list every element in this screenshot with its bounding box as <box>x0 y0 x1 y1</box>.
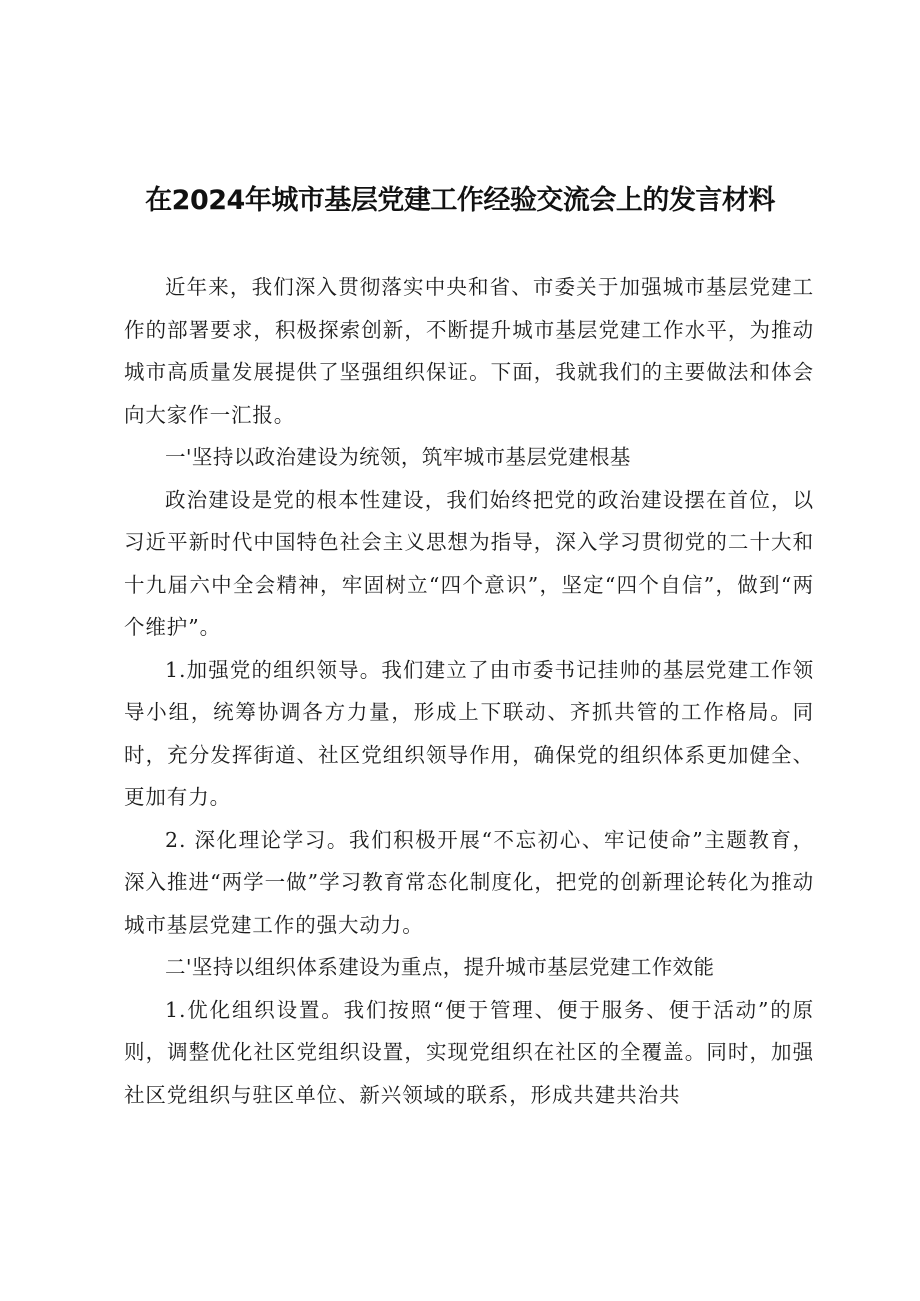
section-heading-1: 一'坚持以政治建设为统领，筑牢城市基层党建根基 <box>165 445 631 469</box>
paragraph-intro: 近年来，我们深入贯彻落实中央和省、市委关于加强城市基层党建工作的部署要求，积极探索创新，不断提升城市基层党建工作水平，为推动城市高质量发展提供了坚强组织保证。下面，我就我们的主要做法和体会向大家作一汇报。 <box>124 275 814 427</box>
document-title: 在2024年城市基层党建工作经验交流会上的发言材料 <box>145 185 775 216</box>
document-body <box>124 266 814 1116</box>
paragraph-organization-leadership: 1.加强党的组织领导。我们建立了由市委书记挂帅的基层党建工作领导小组，统筹协调各方力量，形成上下联动、齐抓共管的工作格局。同时，充分发挥街道、社区党组织领导作用，确保党的组织体系更加健全、更加有力。 <box>124 657 814 809</box>
paragraph-optimize-organization: 1.优化组织设置。我们按照“便于管理、便于服务、便于活动”的原则，调整优化社区党组织设置，实现党组织在社区的全覆盖。同时，加强社区党组织与驻区单位、新兴领域的联系，形成共建共治共 <box>124 997 814 1107</box>
paragraph-theory-study: 2. 深化理论学习。我们积极开展“不忘初心、牢记使命”主题教育，深入推进“两学一做”学习教育常态化制度化，把党的创新理论转化为推动城市基层党建工作的强大动力。 <box>124 827 814 937</box>
paragraph-political-building: 政治建设是党的根本性建设，我们始终把党的政治建设摆在首位，以习近平新时代中国特色社会主义思想为指导，深入学习贯彻党的二十大和十九届六中全会精神，牢固树立“四个意识”，坚定“四个自信”，做到“两个维护”。 <box>124 487 814 639</box>
section-heading-2: 二'坚持以组织体系建设为重点，提升城市基层党建工作效能 <box>165 955 715 979</box>
